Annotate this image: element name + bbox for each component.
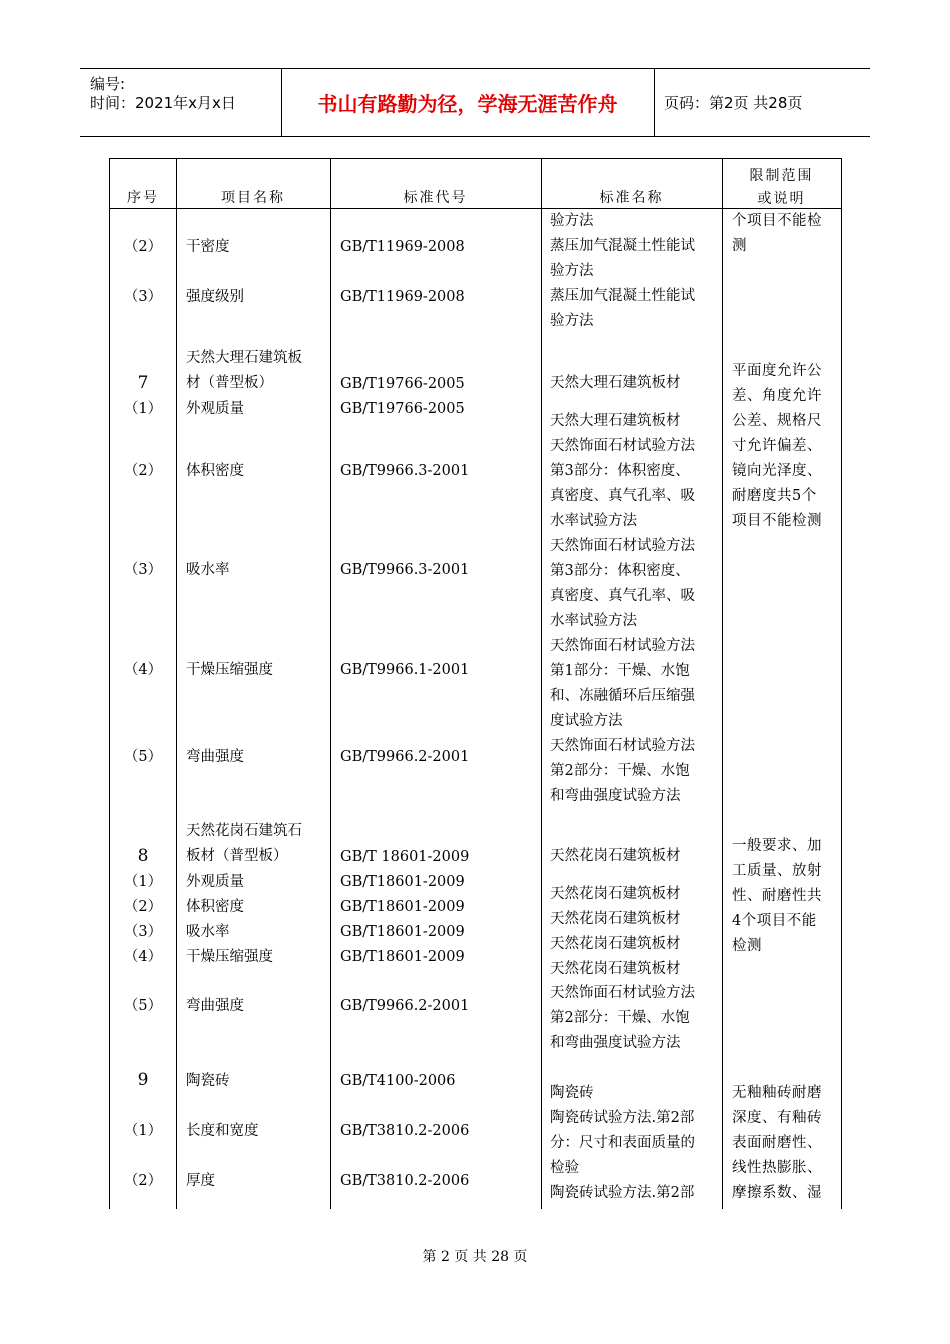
- standard-name-line: 第3部分：体积密度、: [550, 463, 690, 479]
- standard-name-line: 天然花岗石建筑板材: [550, 848, 681, 864]
- standard-code-cell: GB/T9966.1-2001: [340, 662, 470, 678]
- col-header-seq: 序号: [127, 190, 159, 206]
- standard-name-line: 第2部分：干燥、水饱: [550, 763, 690, 779]
- item-name-cell: 体积密度: [186, 463, 244, 479]
- seq-cell: （1）: [123, 874, 163, 890]
- col-header-name: 项目名称: [221, 190, 285, 206]
- note-line: 4个项目不能: [732, 913, 817, 929]
- standard-name-line: 天然大理石建筑板材: [550, 375, 681, 391]
- note-line: 平面度允许公: [732, 363, 822, 379]
- standard-name-line: 陶瓷砖试验方法.第2部: [550, 1185, 695, 1201]
- seq-cell: （3）: [123, 289, 163, 305]
- col-header-note-2: 或说明: [757, 191, 806, 207]
- header-meta: [80, 69, 282, 136]
- seq-cell: （2）: [123, 1173, 163, 1189]
- standard-name-line: 度试验方法: [550, 713, 623, 729]
- note-line: 表面耐磨性、: [732, 1135, 822, 1151]
- standard-name-line: 天然花岗石建筑板材: [550, 936, 681, 952]
- seq-cell: 7: [137, 372, 149, 393]
- standard-name-line: 验方法: [550, 313, 594, 329]
- standard-code-cell: GB/T18601-2009: [340, 874, 465, 890]
- standard-name-line: 陶瓷砖试验方法.第2部: [550, 1110, 695, 1126]
- note-line: 性、耐磨性共: [732, 888, 822, 904]
- note-line: 检测: [732, 938, 762, 954]
- note-line: 项目不能检测: [732, 513, 822, 529]
- note-line: 公差、规格尺: [732, 413, 822, 429]
- standard-name-line: 天然饰面石材试验方法: [550, 538, 695, 554]
- note-line: 耐磨度共5个: [732, 488, 817, 504]
- seq-cell: （2）: [123, 899, 163, 915]
- standard-name-line: 天然饰面石材试验方法: [550, 738, 695, 754]
- seq-cell: （3）: [123, 924, 163, 940]
- standard-name-line: 天然饰面石材试验方法: [550, 985, 695, 1001]
- standard-code-cell: GB/T19766-2005: [340, 401, 465, 417]
- standard-name-line: 天然饰面石材试验方法: [550, 638, 695, 654]
- item-name-cell: 强度级别: [186, 289, 244, 305]
- item-name-cell: 板材（普型板）: [186, 848, 288, 864]
- standard-code-cell: GB/T18601-2009: [340, 949, 465, 965]
- standard-code-cell: GB/T9966.2-2001: [340, 749, 470, 765]
- standard-name-line: 第3部分：体积密度、: [550, 563, 690, 579]
- seq-cell: （4）: [123, 949, 163, 965]
- item-name-cell: 厚度: [186, 1173, 215, 1189]
- standard-name-line: 天然花岗石建筑板材: [550, 961, 681, 977]
- standard-code-cell: GB/T19766-2005: [340, 375, 465, 392]
- item-name-cell: 吸水率: [186, 924, 230, 940]
- standard-code-cell: GB/T9966.2-2001: [340, 998, 470, 1014]
- standard-code-cell: GB/T 18601-2009: [340, 848, 470, 865]
- note-line: 个项目不能检: [732, 213, 822, 229]
- standard-code-cell: GB/T3810.2-2006: [340, 1173, 470, 1189]
- standard-name-line: 和弯曲强度试验方法: [550, 788, 681, 804]
- seq-cell: （4）: [123, 662, 163, 678]
- item-name-cell: 陶瓷砖: [186, 1073, 230, 1089]
- item-name-cell: 天然大理石建筑板: [186, 350, 302, 366]
- note-line: 工质量、放射: [732, 863, 822, 879]
- note-line: 无釉釉砖耐磨: [732, 1085, 822, 1101]
- item-name-cell: 体积密度: [186, 899, 244, 915]
- item-name-cell: 弯曲强度: [186, 749, 244, 765]
- note-line: 线性热膨胀、: [732, 1160, 822, 1176]
- standard-name-line: 天然大理石建筑板材: [550, 413, 681, 429]
- standard-name-line: 分：尺寸和表面质量的: [550, 1135, 695, 1151]
- seq-cell: （2）: [123, 239, 163, 255]
- page-header: [80, 68, 870, 137]
- standard-code-cell: GB/T18601-2009: [340, 899, 465, 915]
- standard-code-cell: GB/T9966.3-2001: [340, 463, 470, 479]
- seq-cell: （2）: [123, 463, 163, 479]
- standard-name-line: 检验: [550, 1160, 579, 1176]
- note-line: 差、角度允许: [732, 388, 822, 404]
- page-footer: 第 2 页 共 28 页: [422, 1249, 528, 1265]
- standard-name-line: 验方法: [550, 263, 594, 279]
- standard-name-line: 第2部分：干燥、水饱: [550, 1010, 690, 1026]
- standard-name-line: 水率试验方法: [550, 513, 637, 529]
- standard-code-cell: GB/T11969-2008: [340, 289, 465, 305]
- standard-name-line: 和弯曲强度试验方法: [550, 1035, 681, 1051]
- item-name-cell: 弯曲强度: [186, 998, 244, 1014]
- standard-code-cell: GB/T3810.2-2006: [340, 1123, 470, 1139]
- standard-name-line: 天然饰面石材试验方法: [550, 438, 695, 454]
- standard-name-line: 陶瓷砖: [550, 1085, 594, 1101]
- seq-cell: （1）: [123, 1123, 163, 1139]
- item-name-cell: 干燥压缩强度: [186, 662, 273, 678]
- item-name-cell: 干燥压缩强度: [186, 949, 273, 965]
- note-line: 寸允许偏差、: [732, 438, 822, 454]
- item-name-cell: 外观质量: [186, 401, 244, 417]
- item-name-cell: 天然花岗石建筑石: [186, 823, 302, 839]
- note-line: 摩擦系数、湿: [732, 1185, 822, 1201]
- item-name-cell: 吸水率: [186, 562, 230, 578]
- note-line: 镜向光泽度、: [732, 463, 822, 479]
- seq-cell: （5）: [123, 749, 163, 765]
- seq-cell: （1）: [123, 401, 163, 417]
- standard-name-line: 蒸压加气混凝土性能试: [550, 238, 695, 254]
- standard-name-line: 验方法: [550, 213, 594, 229]
- item-name-cell: 材（普型板）: [186, 375, 273, 391]
- note-line: 深度、有釉砖: [732, 1110, 822, 1126]
- time-label: 时间：2021年x月x日: [90, 94, 236, 112]
- item-name-cell: 干密度: [186, 239, 230, 255]
- standard-name-line: 天然花岗石建筑板材: [550, 911, 681, 927]
- standard-name-line: 第1部分：干燥、水饱: [550, 663, 690, 679]
- standards-table: [109, 158, 842, 1209]
- col-header-code: 标准代号: [403, 190, 468, 206]
- note-line: 测: [732, 238, 747, 254]
- seq-cell: 9: [137, 1070, 149, 1090]
- standard-code-cell: GB/T18601-2009: [340, 924, 465, 940]
- standard-name-line: 天然花岗石建筑板材: [550, 886, 681, 902]
- standard-name-line: 真密度、真气孔率、吸: [550, 588, 695, 604]
- standard-name-line: 蒸压加气混凝土性能试: [550, 288, 695, 304]
- col-header-note-1: 限制范围: [749, 168, 814, 184]
- note-line: 一般要求、加: [732, 838, 822, 854]
- standard-name-line: 和、冻融循环后压缩强: [550, 688, 695, 704]
- code-label: 编号:: [90, 75, 126, 93]
- standard-name-line: 真密度、真气孔率、吸: [550, 488, 695, 504]
- seq-cell: （3）: [123, 562, 163, 578]
- page-label: 页码：第2页 共28页: [664, 94, 803, 112]
- standard-code-cell: GB/T9966.3-2001: [340, 562, 470, 578]
- seq-cell: 8: [137, 845, 149, 866]
- item-name-cell: 长度和宽度: [186, 1123, 259, 1139]
- standard-code-cell: GB/T4100-2006: [340, 1073, 456, 1089]
- header-motto: 书山有路勤为径，学海无涯苦作舟: [281, 69, 655, 136]
- col-header-std: 标准名称: [599, 190, 664, 206]
- item-name-cell: 外观质量: [186, 874, 244, 890]
- seq-cell: （5）: [123, 998, 163, 1014]
- standard-name-line: 水率试验方法: [550, 613, 637, 629]
- standard-code-cell: GB/T11969-2008: [340, 239, 465, 255]
